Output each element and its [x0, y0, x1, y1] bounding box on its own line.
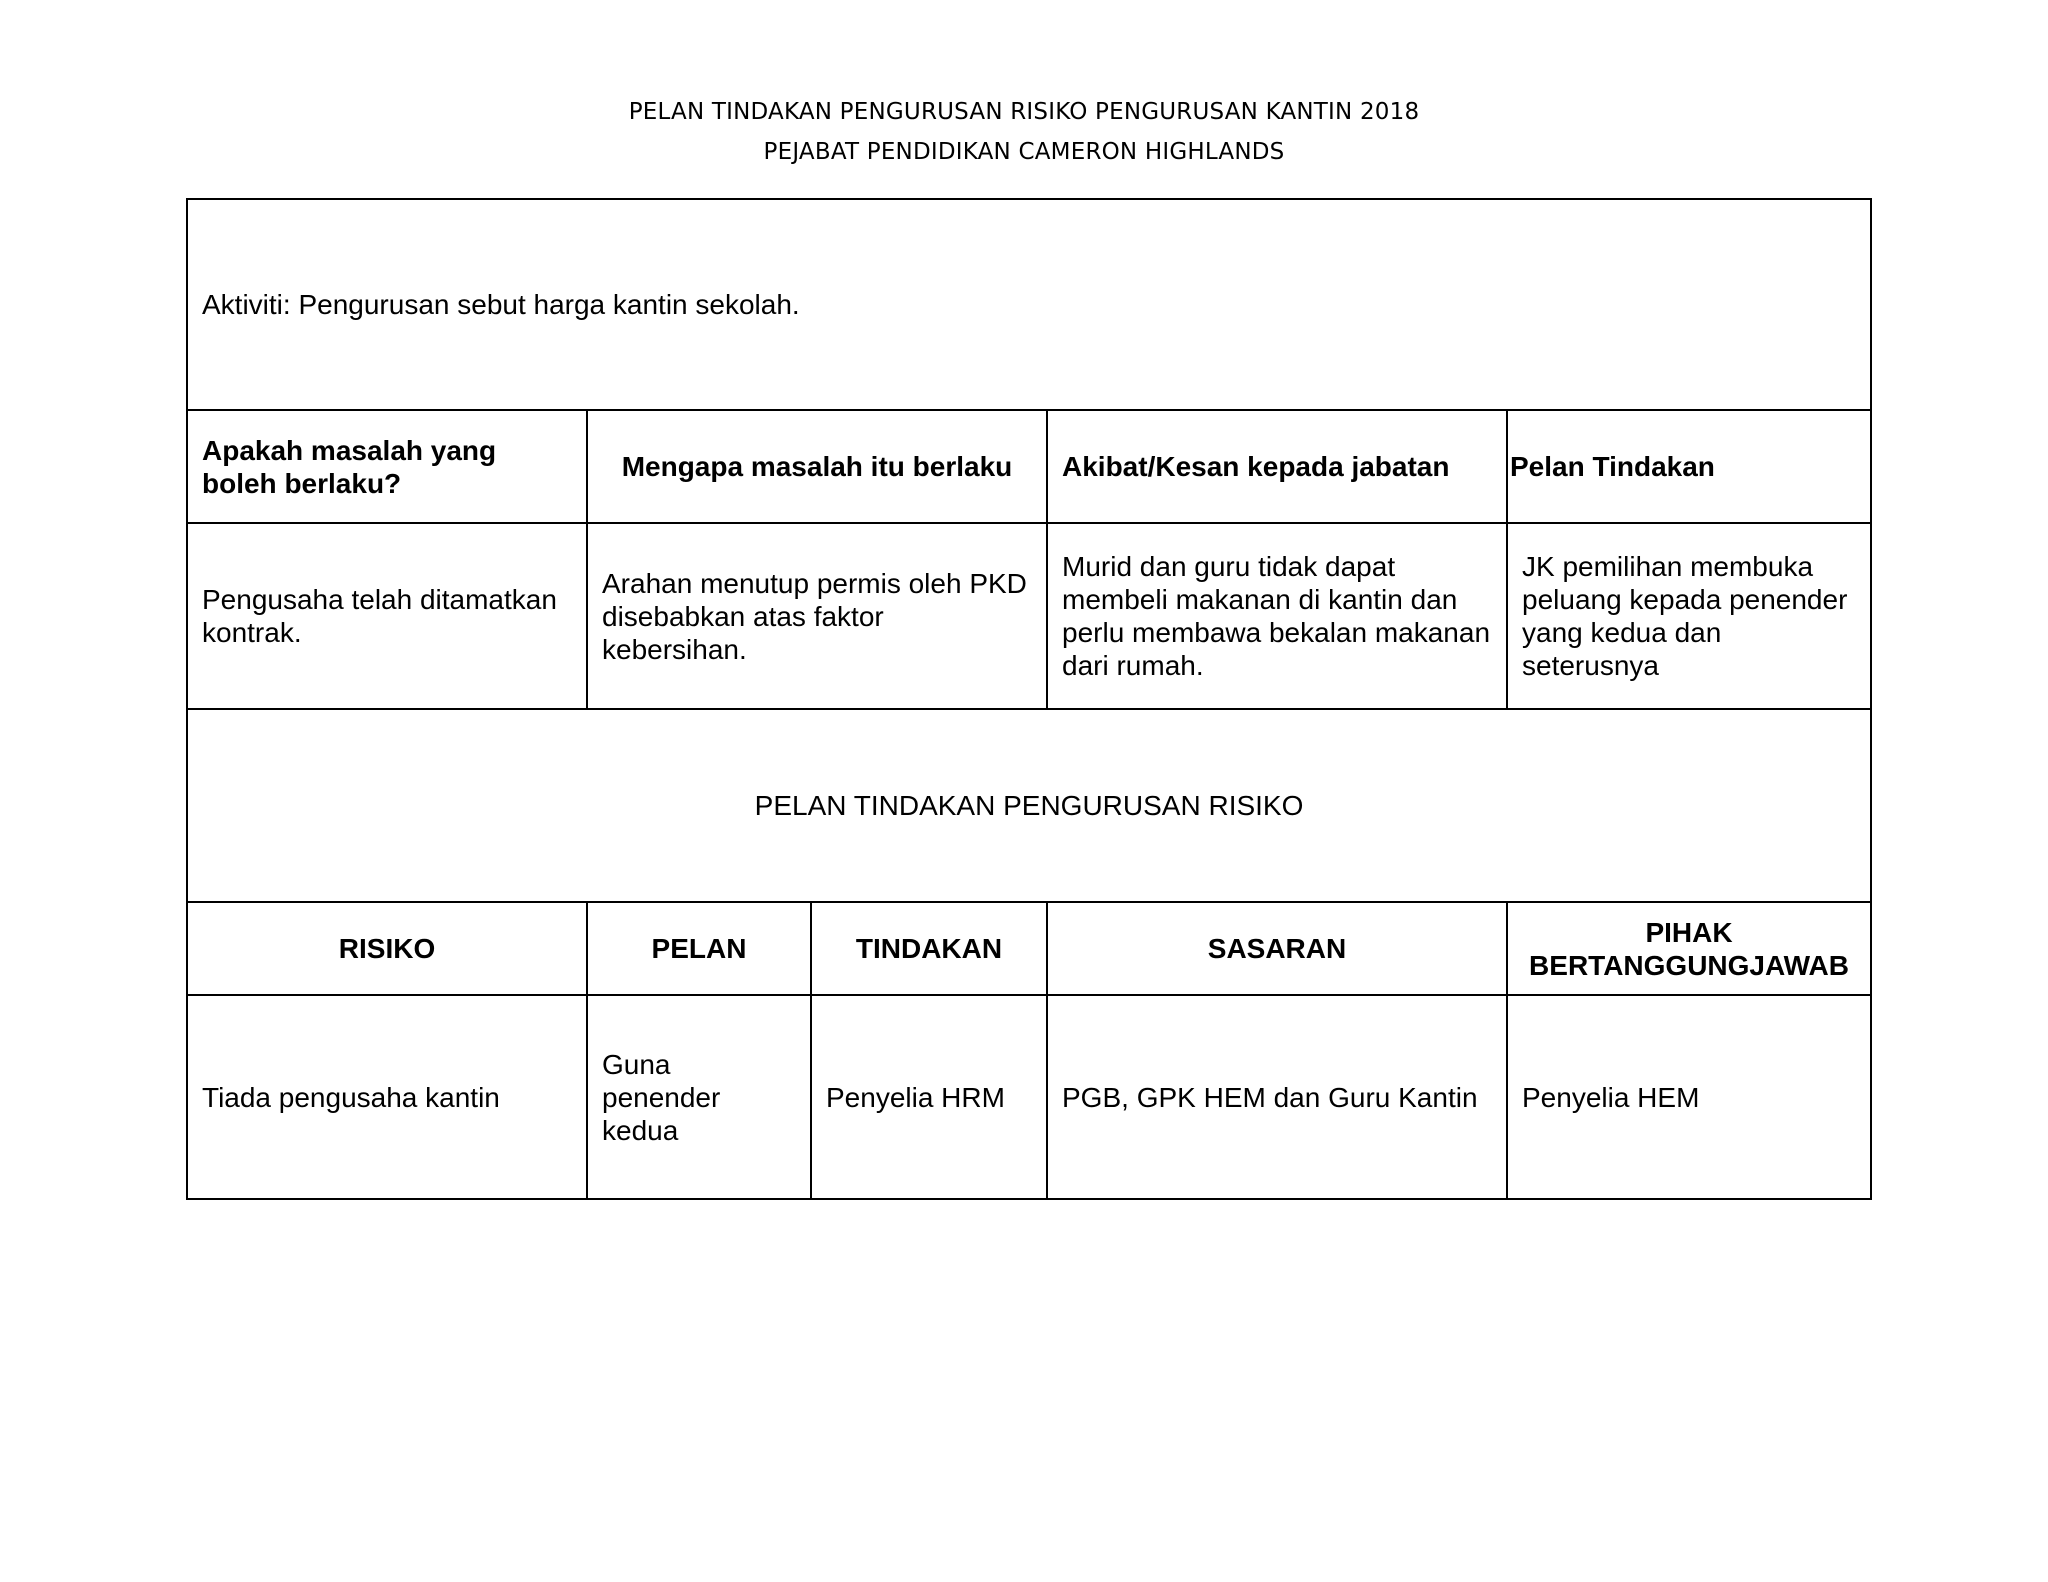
cell-problem: Pengusaha telah ditamatkan kontrak.: [187, 523, 587, 709]
header-problem: Apakah masalah yang boleh berlaku?: [187, 410, 587, 523]
header-cause: Mengapa masalah itu berlaku: [587, 410, 1047, 523]
activity-cell: Aktiviti: Pengurusan sebut harga kantin sekolah.: [187, 199, 1871, 410]
document-header: [0, 92, 2048, 172]
document-title: PELAN TINDAKAN PENGURUSAN RISIKO PENGURUSAN KANTIN 2018: [628, 99, 1420, 125]
cell-action: Penyelia HRM: [811, 995, 1047, 1199]
header-responsible: PIHAK BERTANGGUNGJAWAB: [1507, 902, 1871, 995]
cell-target: PGB, GPK HEM dan Guru Kantin: [1047, 995, 1507, 1199]
activity-row: [187, 199, 1871, 410]
cell-plan: Guna penender kedua: [587, 995, 811, 1199]
section-title: PELAN TINDAKAN PENGURUSAN RISIKO: [187, 709, 1871, 902]
header-impact: Akibat/Kesan kepada jabatan: [1047, 410, 1507, 523]
problem-header-row: [187, 410, 1871, 523]
risk-plan-table: [186, 198, 1872, 1200]
risk-header-row: [187, 902, 1871, 995]
header-action-plan: Pelan Tindakan: [1507, 410, 1871, 523]
cell-risk: Tiada pengusaha kantin: [187, 995, 587, 1199]
cell-impact: Murid dan guru tidak dapat membeli makanan di kantin dan perlu membawa bekalan makanan dari rumah.: [1047, 523, 1507, 709]
header-target: SASARAN: [1047, 902, 1507, 995]
header-risk: RISIKO: [187, 902, 587, 995]
section-title-row: [187, 709, 1871, 902]
risk-row: [187, 995, 1871, 1199]
document-subtitle: PEJABAT PENDIDIKAN CAMERON HIGHLANDS: [763, 139, 1285, 165]
cell-responsible: Penyelia HEM: [1507, 995, 1871, 1199]
cell-action-plan: JK pemilihan membuka peluang kepada penender yang kedua dan seterusnya: [1507, 523, 1871, 709]
header-plan: PELAN: [587, 902, 811, 995]
cell-cause: Arahan menutup permis oleh PKD disebabkan atas faktor kebersihan.: [587, 523, 1047, 709]
header-action: TINDAKAN: [811, 902, 1047, 995]
problem-row: [187, 523, 1871, 709]
